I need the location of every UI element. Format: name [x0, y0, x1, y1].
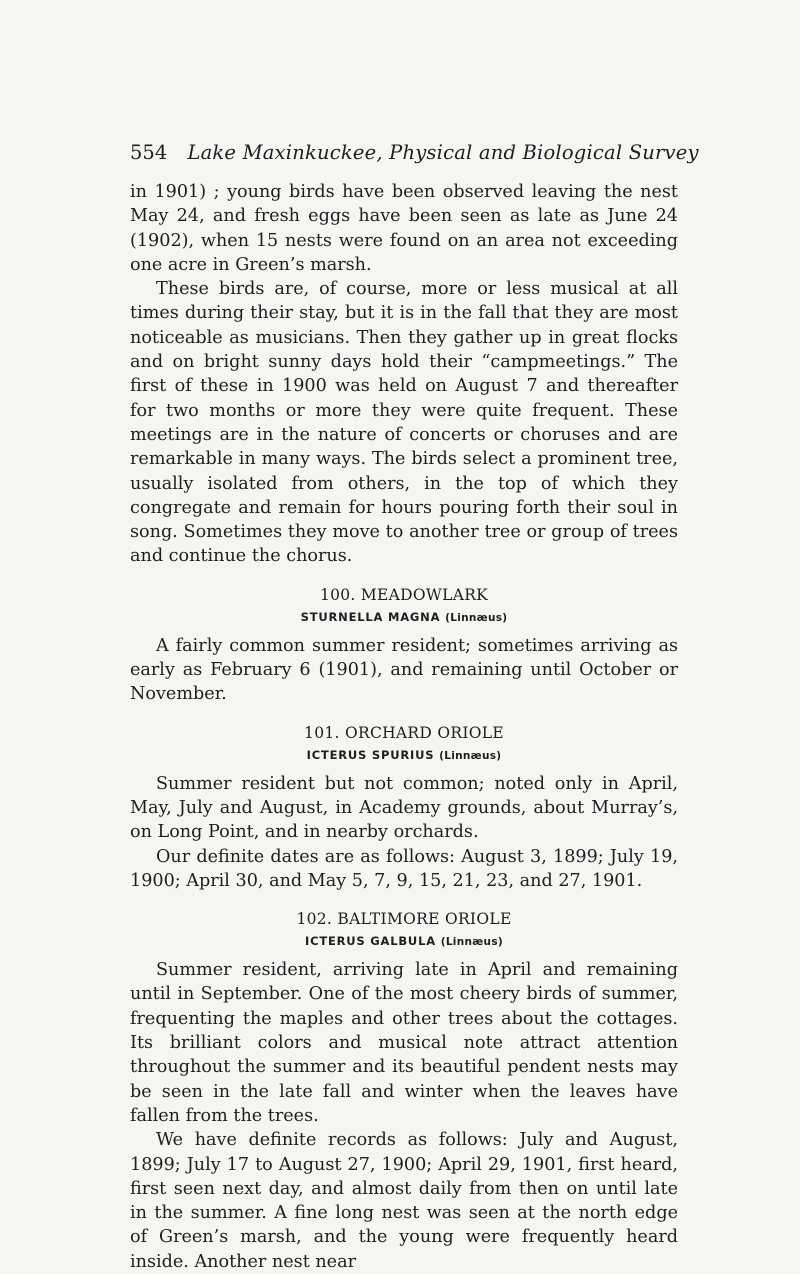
intro-paragraph-2: These birds are, of course, more or less musical at all times during their stay, but it is in the fall that they are most noticeable as musicians. Then they gather up in great flocks and on bright sunny days hold their “campmeetings.” The first of these in 1900 was held on August 7 and thereafter for two months or more they were quite frequent. These meetings are in the nature of concerts or choruses and are remarkable in many ways. The birds select a prominent tree, usually isolated from others, in the top of which they congregate and remain for hours pouring forth their soul in song. Sometimes they move to another tree or group of trees and continue the chorus. — [130, 279, 678, 567]
meadowlark-paragraph-1: A fairly common summer resident; sometimes arriving as early as February 6 (1901), and remaining until October or November. — [130, 635, 678, 705]
species-heading-meadowlark: 100. MEADOWLARK — [319, 585, 489, 604]
species-heading-baltimore-oriole: 102. BALTIMORE ORIOLE — [296, 910, 512, 929]
species-scientific-name-orchard-oriole — [130, 747, 678, 764]
baltimore-oriole-paragraph-2: We have definite records as follows: July and August, 1899; July 17 to August 27, 1900; April 29, 1901, first heard, first seen next day, and almost daily from then on until late in the summer. A fine long nest was seen at the north edge of Green’s marsh, and the young were frequently heard inside. Another nest near — [130, 1130, 678, 1272]
intro-paragraph-1: in 1901) ; young birds have been observed leaving the nest May 24, and fresh eggs have been seen as late as June 24 (1902), when 15 nests were found on an area not exceeding one acre in Green’s marsh. — [130, 182, 678, 275]
species-scientific-name-baltimore-oriole — [130, 933, 678, 950]
running-head — [130, 141, 699, 165]
taxonomic-authority: (Linnæus) — [445, 611, 508, 624]
page-number: 554 — [130, 141, 168, 164]
body-text — [130, 180, 678, 1274]
species-heading-orchard-oriole: 101. ORCHARD ORIOLE — [304, 723, 504, 742]
baltimore-oriole-paragraph-1: Summer resident, arriving late in April and remaining until in September. One of the most cheery birds of summer, frequenting the maples and other trees about the cottages. Its brilliant colors and musical note attract attention throughout the summer and its beautiful pendent nests may be seen in the late fall and winter when the leaves have fallen from the trees. — [130, 960, 678, 1126]
taxonomic-authority: (Linnæus) — [440, 936, 503, 949]
running-title: Lake Maxinkuckee, Physical and Biological Survey — [187, 141, 699, 164]
orchard-oriole-paragraph-2: Our definite dates are as follows: August 3, 1899; July 19, 1900; April 30, and May 5, 7, 9, 15, 21, 23, and 27, 1901. — [130, 846, 678, 891]
scientific-name: STURNELLA MAGNA — [300, 609, 441, 624]
orchard-oriole-paragraph-1: Summer resident but not common; noted only in April, May, July and August, in Academy grounds, about Murray’s, on Long Point, and in nearby orchards. — [130, 773, 678, 843]
taxonomic-authority: (Linnæus) — [439, 749, 502, 762]
scientific-name: ICTERUS GALBULA — [305, 934, 436, 949]
scientific-name: ICTERUS SPURIUS — [306, 747, 435, 762]
species-scientific-name-meadowlark — [130, 609, 678, 626]
